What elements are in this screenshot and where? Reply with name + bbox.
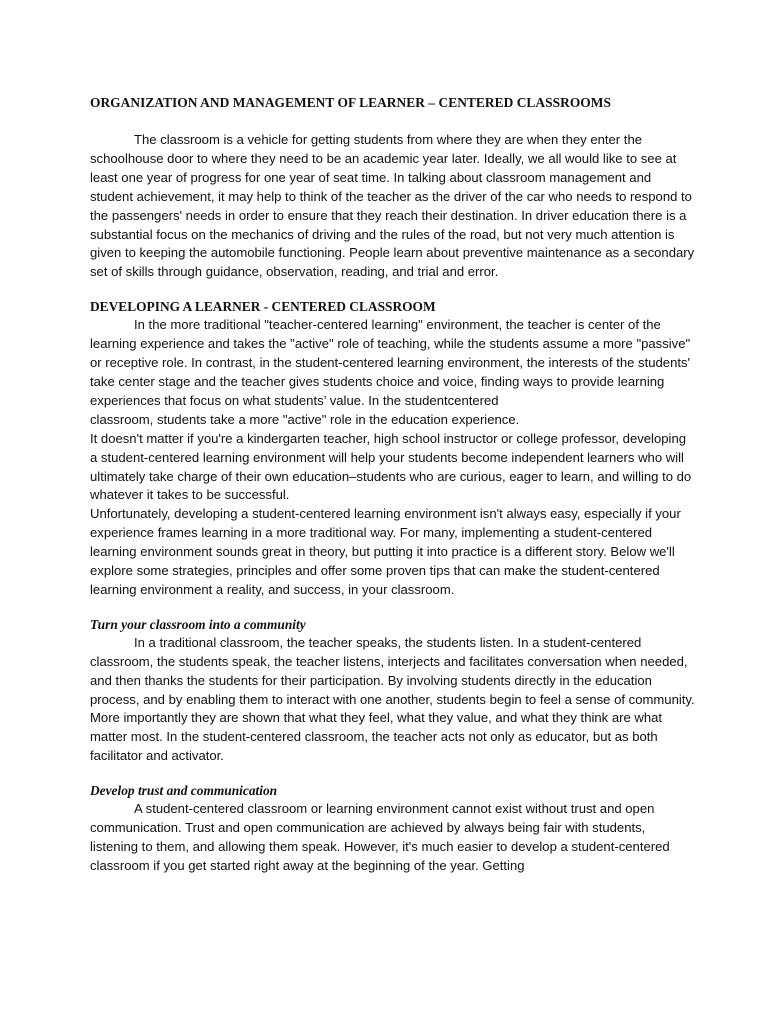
document-title: ORGANIZATION AND MANAGEMENT OF LEARNER – CENTERED CLASSROOMS <box>90 95 611 110</box>
section-heading-community: Turn your classroom into a community <box>90 616 306 632</box>
developing-paragraph-4: Unfortunately, developing a student-centered learning environment isn't always easy, especially if your experience frames learning in a more traditional way. For many, implementing a student-centered learning environment sounds great in theory, but putting it into practice is a different story. Below we'll explore some strategies, principles and offer some proven tips that can make the student-centered learning environment a reality, and success, in your classroom. <box>90 506 681 597</box>
community-paragraph: In a traditional classroom, the teacher speaks, the students listen. In a student-centered classroom, the students speak, the teacher listens, interjects and facilitates conversation when needed, and then thanks the students for their participation. By involving students directly in the education process, and by enabling them to interact with one another, students begin to feel a sense of community. More importantly they are shown that what they feel, what they value, and what they think are what matter most. In the student-centered classroom, the teacher acts not only as educator, but as both facilitator and activator. <box>90 634 695 764</box>
section-heading-developing: DEVELOPING A LEARNER - CENTERED CLASSROOM <box>90 299 436 315</box>
section-heading-trust: Develop trust and communication <box>90 783 278 799</box>
developing-paragraph-3: It doesn't matter if you're a kindergarten teacher, high school instructor or college professor, developing a student-centered learning environment will help your students become independent learners who will ultimately take charge of their own education–students who are curious, eager to learn, and willing to do whatever it takes to be successful. <box>90 430 692 503</box>
developing-paragraph-1: In the more traditional "teacher-centered learning" environment, the teacher is center of the learning experience and takes the "active" role of teaching, while the students assume a more "passive" or receptive role. In contrast, in the student-centered learning environment, the interests of the students' take center stage and the teacher gives students choice and voice, finding ways to provide learning experiences that focus on what students’ value. In the studentcentered <box>90 317 691 408</box>
developing-paragraph-2: classroom, students take a more "active" role in the education experience. <box>90 411 520 427</box>
intro-paragraph: The classroom is a vehicle for getting students from where they are when they enter the schoolhouse door to where they need to be an academic year later. Ideally, we all would like to see at least one year of progress for one year of seat time. In talking about classroom management and student achievement, it may help to think of the teacher as the driver of the car who needs to respond to the passengers' needs in order to ensure that they reach their destination. In driver education there is a substantial focus on the mechanics of driving and the rules of the road, but not very much attention is given to keeping the automobile functioning. People learn about preventive maintenance as a secondary set of skills through guidance, observation, reading, and trial and error. <box>90 132 695 280</box>
trust-paragraph: A student-centered classroom or learning environment cannot exist without trust and open communication. Trust and open communication are achieved by always being fair with students, listening to them, and allowing them speak. However, it's much easier to develop a student-centered classroom if you get started right away at the beginning of the year. Getting <box>90 801 670 873</box>
